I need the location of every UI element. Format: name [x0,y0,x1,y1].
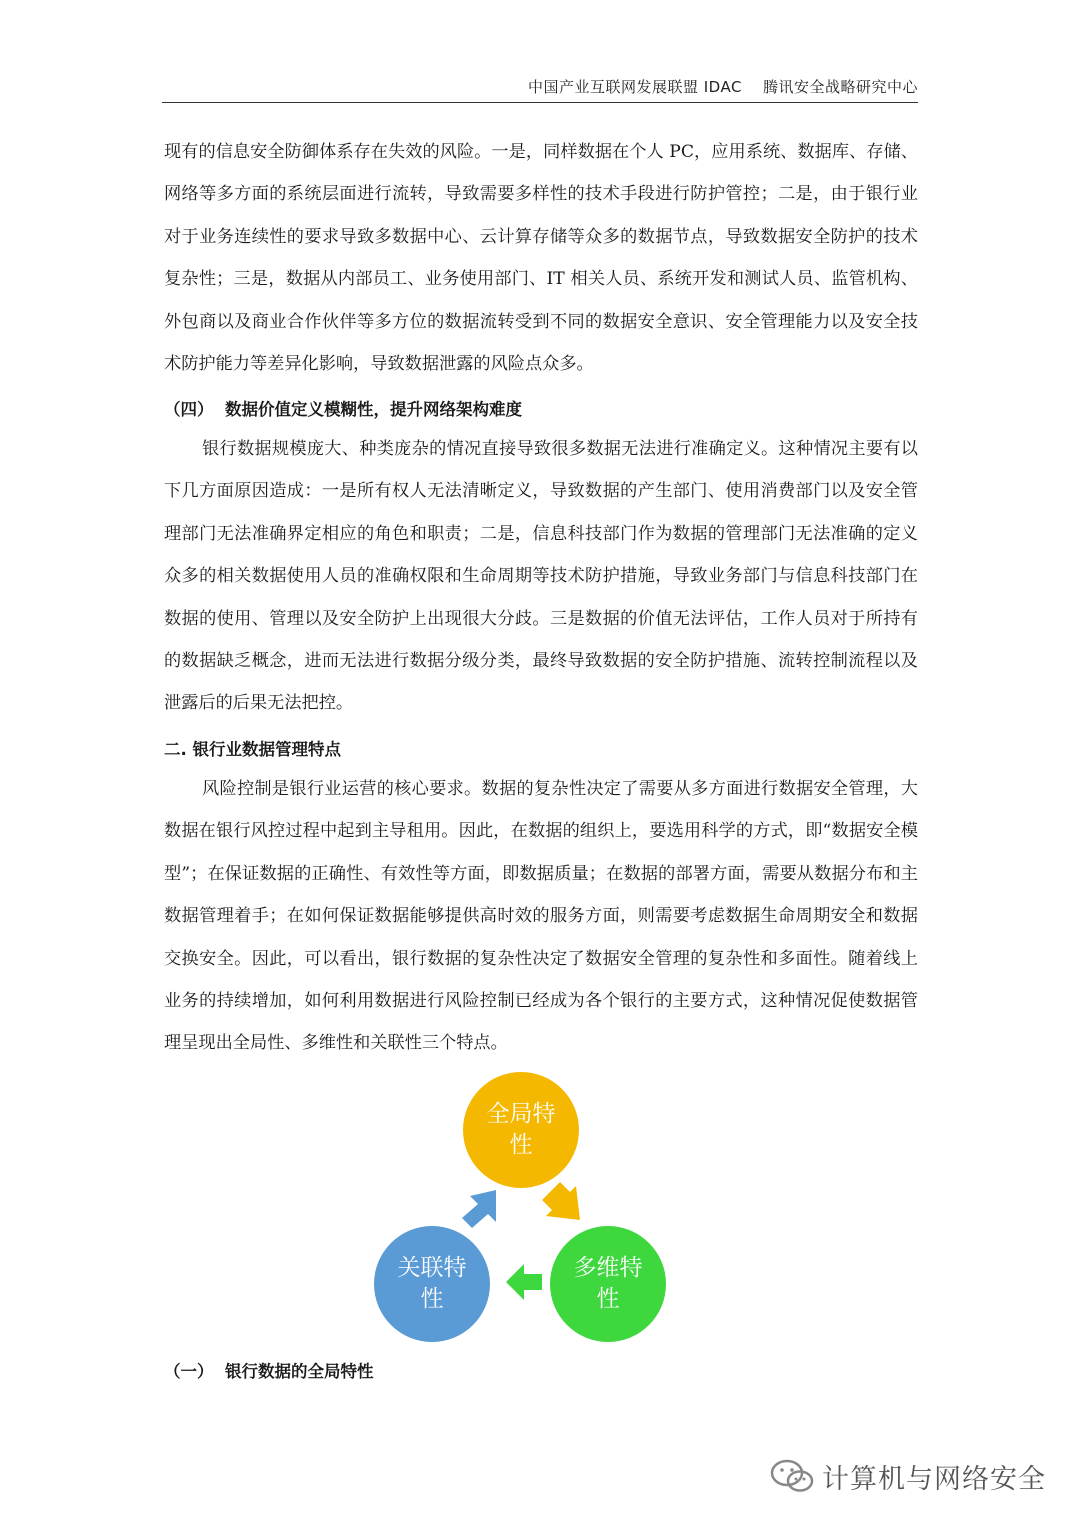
watermark-text: 计算机与网络安全 [822,1463,1046,1495]
header-text: 中国产业互联网发展联盟 IDAC 腾讯安全战略研究中心 [527,78,918,96]
paragraph-2: 银行数据规模庞大、种类庞杂的情况直接导致很多数据无法进行准确定义。这种情况主要有以下几方面原因造成：一是所有权人无法清晰定义，导致数据的产生部门、使用消费部门以及安全管理部门无法准确界定相应的角色和职责；二是，信息科技部门作为数据的管理部门无法准确的定义众多的相关数据使用人员的准确权限和生命周期等技术防护措施，导致业务部门与信息科技部门在数据的使用、管理以及安全防护上出现很大分歧。三是数据的价值无法评估，工作人员对于所持有的数据缺乏概念，进而无法进行数据分级分类，最终导致数据的安全防护措施、流转控制流程以及泄露后的后果无法把控。 [164,439,918,714]
page-header [162,74,918,103]
node-global [463,1072,579,1188]
arrow-relational-to-global [458,1184,502,1228]
node-global-label: 全局特性 [486,1101,556,1158]
arrow-global-to-multi [542,1182,586,1226]
paragraph-1: 现有的信息安全防御体系存在失效的风险。一是，同样数据在个人 PC，应用系统、数据库、存储、网络等多方面的系统层面进行流转，导致需要多样性的技术手段进行防护管控；二是，由于银行业对于业务连续性的要求导致多数据中心、云计算存储等众多的数据节点，导致数据安全防护的技术复杂性；三是，数据从内部员工、业务使用部门、IT 相关人员、系统开发和测试人员、监管机构、外包商以及商业合作伙伴等多方位的数据流转受到不同的数据安全意识、安全管理能力以及安全技术防护能力等差异化影响，导致数据泄露的风险点众多。 [164,142,918,375]
heading-subsection-1: （一） 银行数据的全局特性 [164,1362,374,1381]
heading-section-4: （四） 数据价值定义模糊性，提升网络架构难度 [164,400,522,419]
wechat-icon [770,1459,814,1493]
node-relational-label: 关联特性 [397,1255,467,1312]
arrow-multi-to-relational [506,1262,542,1302]
watermark [770,1456,1046,1496]
heading-section-2: 二. 银行业数据管理特点 [164,740,342,759]
paragraph-3: 风险控制是银行业运营的核心要求。数据的复杂性决定了需要从多方面进行数据安全管理，大数据在银行风控过程中起到主导租用。因此，在数据的组织上，要选用科学的方式，即“数据安全模型”；在保证数据的正确性、有效性等方面，即数据质量；在数据的部署方面，需要从数据分布和主数据管理着手；在如何保证数据能够提供高时效的服务方面，则需要考虑数据生命周期安全和数据交换安全。因此，可以看出，银行数据的复杂性决定了数据安全管理的复杂性和多面性。随着线上业务的持续增加，如何利用数据进行风险控制已经成为各个银行的主要方式，这种情况促使数据管理呈现出全局性、多维性和关联性三个特点。 [164,779,918,1054]
node-multidimensional-label: 多维特性 [573,1255,643,1312]
characteristics-diagram [360,1068,700,1348]
node-relational [374,1226,490,1342]
node-multidimensional [550,1226,666,1342]
